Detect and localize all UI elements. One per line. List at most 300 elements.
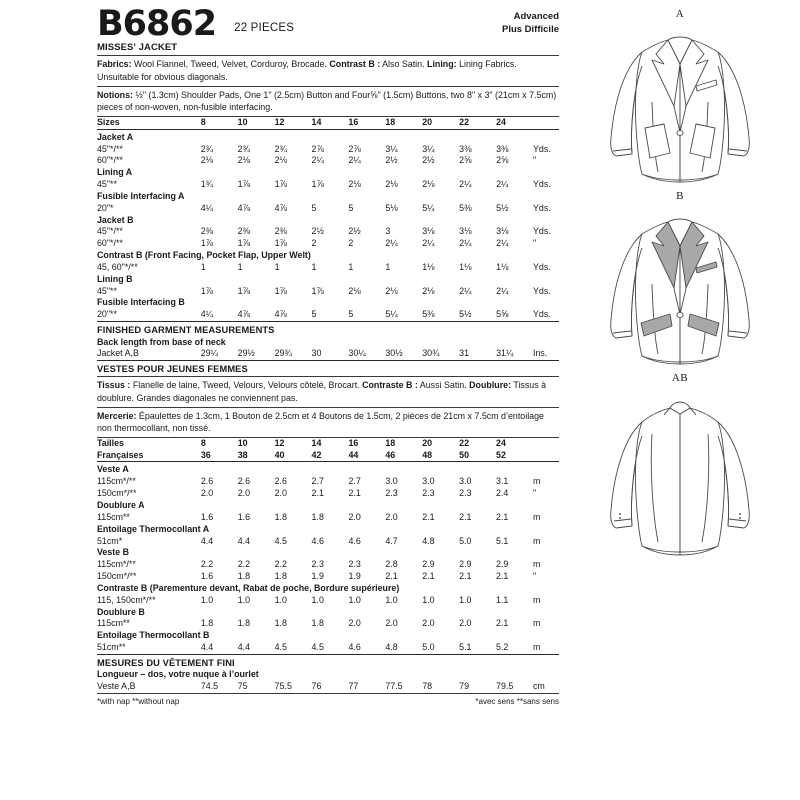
yardage-row-label: 115cm** bbox=[97, 511, 130, 522]
yardage-row-label: 115cm*/** bbox=[97, 476, 136, 487]
view-ab-illustration bbox=[566, 372, 794, 564]
yardage-value: 2¼ bbox=[459, 179, 472, 190]
yardage-value: 1.8 bbox=[311, 511, 324, 522]
view-a-illustration bbox=[566, 8, 794, 190]
yardage-value: 2.3 bbox=[459, 488, 472, 499]
yardage-value: 77.5 bbox=[385, 681, 403, 692]
yardage-row bbox=[97, 571, 559, 583]
yardage-value: 2½ bbox=[385, 155, 398, 166]
doublure-label: Doublure: bbox=[469, 380, 512, 391]
yardage-value: 1⅞ bbox=[237, 238, 251, 249]
yardage-value: 2.3 bbox=[348, 559, 361, 570]
yardage-value: 4.7 bbox=[385, 535, 398, 546]
view-b-illustration bbox=[566, 190, 794, 372]
size-header-unit bbox=[533, 438, 559, 450]
francaises-header-row bbox=[97, 450, 559, 462]
yardage-value: 1⅛ bbox=[422, 261, 435, 272]
yardage-value: 5.1 bbox=[459, 642, 472, 653]
mercerie-text: Épaulettes de 1.3cm, 1 Bouton de 2.5cm et 4 Boutons de 1.5cm, 2 pièces de 21cm x 7.5cm d’entoilage non thermocollant, non tissé. bbox=[97, 410, 544, 434]
yardage-value: 1.8 bbox=[274, 618, 287, 629]
yardage-section-title: Fusible Interfacing A bbox=[97, 190, 185, 201]
yardage-value: 2½ bbox=[311, 226, 324, 237]
garment-title: MISSES' JACKET bbox=[97, 42, 178, 54]
size-header-value: 22 bbox=[459, 437, 470, 448]
yardage-value: 1⅞ bbox=[274, 179, 287, 190]
yardage-row-label: Jacket A,B bbox=[97, 348, 139, 359]
fabrics-paragraph bbox=[97, 56, 559, 85]
yardage-value: 3⅜ bbox=[496, 143, 509, 154]
yardage-value: 2⅜ bbox=[200, 226, 214, 237]
yardage-value: 2.2 bbox=[237, 559, 251, 570]
sizes-header-row bbox=[97, 117, 559, 129]
yardage-row bbox=[97, 262, 559, 274]
size-header-value: 52 bbox=[496, 449, 506, 460]
yardage-value: 3⅜ bbox=[459, 143, 472, 154]
yardage-value: 2¼ bbox=[496, 179, 509, 190]
size-header-value: 14 bbox=[311, 116, 322, 127]
yardage-value: 2.8 bbox=[385, 559, 398, 570]
yardage-value: 4⅞ bbox=[274, 202, 287, 213]
yardage-section-title: Contrast B (Front Facing, Pocket Flap, Upper Welt) bbox=[97, 250, 311, 261]
yardage-value: 3¼ bbox=[422, 143, 435, 154]
size-header-value: 20 bbox=[422, 437, 433, 448]
yardage-value: 1¾ bbox=[200, 179, 214, 190]
yardage-value: 1.8 bbox=[311, 618, 324, 629]
yardage-section-title: Lining B bbox=[97, 273, 133, 284]
finished-measurements-heading-fr-row bbox=[97, 657, 559, 669]
yardage-value: 31 bbox=[459, 348, 470, 359]
yardage-row bbox=[97, 286, 559, 298]
jacket-front-view-a-drawing bbox=[580, 20, 780, 190]
yardage-section-title: Contraste B (Parementure devant, Rabat de poche, Bordure supérieure) bbox=[97, 582, 400, 593]
difficulty-rating bbox=[502, 8, 559, 37]
yardage-row-label: 45"*/** bbox=[97, 143, 123, 154]
yardage-value: 2.1 bbox=[496, 618, 509, 629]
yardage-section-title: Veste B bbox=[97, 547, 130, 558]
yardage-row-label: 45"** bbox=[97, 179, 117, 190]
yardage-value: 1 bbox=[200, 261, 206, 272]
yardage-value: 2⅛ bbox=[274, 155, 287, 166]
yardage-value: 5⅜ bbox=[459, 202, 472, 213]
fabrics-text: Wool Flannel, Tweed, Velvet, Corduroy, Brocade. bbox=[131, 59, 330, 70]
finished-measurements-heading: FINISHED GARMENT MEASUREMENTS bbox=[97, 325, 275, 336]
yardage-value: 2⅝ bbox=[459, 155, 472, 166]
yardage-unit: Yds. bbox=[532, 261, 551, 272]
yardage-value: 4.4 bbox=[200, 642, 214, 653]
yardage-table-french bbox=[97, 438, 559, 693]
yardage-value: 5⅜ bbox=[422, 309, 435, 320]
yardage-value: 2.0 bbox=[385, 511, 398, 522]
yardage-value: 4.6 bbox=[348, 535, 361, 546]
yardage-value: 2½ bbox=[422, 155, 435, 166]
yardage-value: 1.0 bbox=[422, 594, 435, 605]
yardage-section-title-row bbox=[97, 132, 559, 144]
yardage-value: 2.0 bbox=[422, 618, 435, 629]
pattern-number: B6862 bbox=[97, 4, 217, 44]
yardage-value: 2.1 bbox=[496, 571, 509, 582]
yardage-value: 4.8 bbox=[385, 642, 398, 653]
yardage-section-title-row bbox=[97, 464, 559, 476]
yardage-value: 2⅞ bbox=[311, 143, 324, 154]
yardage-unit: cm bbox=[532, 681, 545, 692]
yardage-value: 2½ bbox=[348, 226, 361, 237]
yardage-value: 77 bbox=[348, 681, 359, 692]
size-header-label: Sizes bbox=[97, 116, 120, 127]
yardage-value: 1.0 bbox=[237, 594, 251, 605]
size-header-value: 8 bbox=[200, 437, 206, 448]
yardage-section-title-row bbox=[97, 583, 559, 595]
size-header-value: 14 bbox=[311, 437, 322, 448]
yardage-value: 2⅛ bbox=[348, 179, 361, 190]
fabrics-label: Fabrics: bbox=[97, 59, 132, 70]
yardage-value: 1⅞ bbox=[311, 179, 324, 190]
finished-measurements-heading-row bbox=[97, 324, 559, 336]
yardage-value: 2.7 bbox=[348, 476, 361, 487]
yardage-value: 78 bbox=[422, 681, 433, 692]
yardage-value: 2.1 bbox=[459, 511, 472, 522]
yardage-row bbox=[97, 144, 559, 156]
view-ab-label: AB bbox=[671, 372, 689, 384]
footnote-english: *with nap **without nap bbox=[97, 697, 180, 707]
yardage-value: 1.8 bbox=[200, 618, 214, 629]
yardage-value: 2⅛ bbox=[422, 179, 435, 190]
yardage-value: 2.1 bbox=[422, 511, 435, 522]
yardage-value: 1.0 bbox=[274, 594, 287, 605]
yardage-value: 2.1 bbox=[422, 571, 435, 582]
yardage-row-label: 115cm** bbox=[97, 618, 130, 629]
french-section-heading: VESTES POUR JEUNES FEMMES bbox=[97, 364, 248, 375]
yardage-value: 29½ bbox=[237, 348, 255, 359]
yardage-value: 2¼ bbox=[459, 238, 472, 249]
size-header-label: Tailles bbox=[97, 437, 124, 448]
yardage-value: 4.5 bbox=[274, 642, 287, 653]
yardage-value: 5 bbox=[311, 309, 317, 320]
yardage-value: 2.0 bbox=[348, 618, 361, 629]
yardage-value: 79.5 bbox=[496, 681, 514, 692]
size-header-value: 10 bbox=[237, 116, 248, 127]
yardage-value: 5.1 bbox=[496, 535, 509, 546]
yardage-value: 1.0 bbox=[459, 594, 472, 605]
yardage-value: 3⅛ bbox=[422, 226, 435, 237]
size-header-value: 16 bbox=[348, 437, 359, 448]
tailles-header-row bbox=[97, 438, 559, 450]
yardage-row bbox=[97, 595, 559, 607]
yardage-row-label: 150cm*/** bbox=[97, 571, 137, 582]
yardage-value: 2⅜ bbox=[274, 226, 287, 237]
lining-text: Lining Fabrics. Unsuitable for obvious diagonals. bbox=[97, 59, 517, 82]
yardage-value: 5¼ bbox=[385, 309, 398, 320]
yardage-value: 1.0 bbox=[385, 594, 398, 605]
yardage-value: 2.1 bbox=[348, 488, 361, 499]
yardage-value: 2⅝ bbox=[496, 155, 509, 166]
size-header-value: 18 bbox=[385, 116, 396, 127]
illustration-column bbox=[566, 8, 794, 564]
contraste-label: Contraste B : bbox=[362, 380, 418, 391]
yardage-value: 30¼ bbox=[348, 348, 366, 359]
yardage-value: 4.4 bbox=[237, 535, 251, 546]
yardage-value: 2¼ bbox=[496, 285, 509, 296]
yardage-section-title: Veste A bbox=[97, 464, 129, 475]
yardage-row bbox=[97, 179, 559, 191]
jacket-front-view-b-drawing bbox=[580, 202, 780, 372]
yardage-value: 2⅛ bbox=[348, 285, 361, 296]
yardage-section-title-row bbox=[97, 274, 559, 286]
size-header-value: 22 bbox=[459, 116, 470, 127]
yardage-value: 4.4 bbox=[200, 535, 214, 546]
yardage-value: 29¼ bbox=[200, 348, 219, 359]
yardage-value: 5½ bbox=[459, 309, 472, 320]
yardage-value: 5.0 bbox=[459, 535, 472, 546]
yardage-unit: m bbox=[532, 618, 541, 629]
jacket-back-view-ab-drawing bbox=[580, 384, 780, 564]
yardage-value: 1.8 bbox=[237, 571, 251, 582]
yardage-section-title-row bbox=[97, 524, 559, 536]
yardage-row-label: 115, 150cm*/** bbox=[97, 594, 156, 605]
finished-measurements-sub-fr: Longueur – dos, votre nuque à l’ourlet bbox=[97, 669, 259, 680]
yardage-unit: " bbox=[532, 155, 537, 166]
yardage-value: 4.6 bbox=[311, 535, 324, 546]
yardage-value: 1.0 bbox=[311, 594, 324, 605]
yardage-value: 5.2 bbox=[496, 642, 509, 653]
yardage-value: 1 bbox=[274, 261, 280, 272]
yardage-value: 2⅛ bbox=[385, 179, 398, 190]
size-header-unit bbox=[533, 450, 559, 462]
size-header-value: 18 bbox=[385, 437, 396, 448]
size-header-value: 42 bbox=[311, 449, 322, 460]
yardage-value: 2¼ bbox=[459, 285, 472, 296]
size-header-value: 12 bbox=[274, 437, 285, 448]
yardage-value: 2¼ bbox=[311, 155, 324, 166]
yardage-section-title: Entoilage Thermocollant A bbox=[97, 523, 210, 534]
yardage-section-title-row bbox=[97, 607, 559, 619]
notions-paragraph bbox=[97, 87, 559, 116]
yardage-value: 1.9 bbox=[311, 571, 324, 582]
yardage-value: 3.1 bbox=[496, 476, 509, 487]
contrast-text: Also Satin. bbox=[380, 59, 428, 70]
yardage-value: 1.8 bbox=[237, 618, 251, 629]
yardage-row bbox=[97, 348, 559, 360]
yardage-value: 1⅞ bbox=[200, 238, 214, 249]
yardage-value: 2.1 bbox=[459, 571, 472, 582]
yardage-value: 2⅛ bbox=[385, 285, 398, 296]
yardage-row bbox=[97, 309, 559, 321]
yardage-value: 1.6 bbox=[200, 511, 214, 522]
footnote-french: *avec sens **sans sens bbox=[475, 697, 559, 707]
yardage-value: 2.9 bbox=[422, 559, 435, 570]
yardage-value: 1.8 bbox=[274, 511, 287, 522]
yardage-value: 2 bbox=[348, 238, 354, 249]
yardage-value: 1.6 bbox=[200, 571, 214, 582]
yardage-section-title: Jacket A bbox=[97, 131, 134, 142]
yardage-value: 2 bbox=[311, 238, 317, 249]
yardage-value: 1⅛ bbox=[459, 261, 472, 272]
view-b-label: B bbox=[676, 190, 684, 202]
yardage-unit: m bbox=[532, 476, 541, 487]
yardage-value: 1.1 bbox=[496, 594, 509, 605]
yardage-row bbox=[97, 536, 559, 548]
yardage-value: 4.5 bbox=[274, 535, 287, 546]
yardage-value: 5 bbox=[348, 202, 354, 213]
yardage-value: 2¾ bbox=[200, 143, 214, 154]
size-header-value: 10 bbox=[237, 437, 248, 448]
yardage-value: 4⅞ bbox=[237, 202, 251, 213]
yardage-table-english bbox=[97, 117, 559, 363]
yardage-unit: " bbox=[532, 238, 537, 249]
yardage-value: 2¾ bbox=[237, 143, 251, 154]
yardage-value: 2¼ bbox=[385, 238, 398, 249]
yardage-value: 2⅛ bbox=[422, 285, 435, 296]
yardage-value: 3 bbox=[385, 226, 391, 237]
yardage-value: 3.0 bbox=[459, 476, 472, 487]
yardage-unit: m bbox=[532, 642, 541, 653]
yardage-unit: Yds. bbox=[532, 309, 551, 320]
yardage-value: 1⅞ bbox=[274, 285, 287, 296]
yardage-row bbox=[97, 476, 559, 488]
yardage-value: 4⅞ bbox=[274, 309, 287, 320]
yardage-value: 3¼ bbox=[385, 143, 398, 154]
mercerie-label: Mercerie: bbox=[97, 410, 137, 421]
yardage-section-title-row bbox=[97, 215, 559, 227]
yardage-row bbox=[97, 642, 559, 654]
yardage-value: 4.4 bbox=[237, 642, 251, 653]
yardage-value: 1⅛ bbox=[496, 261, 509, 272]
sleeve-button-right bbox=[739, 513, 741, 515]
yardage-value: 2¼ bbox=[348, 155, 361, 166]
yardage-value: 4.5 bbox=[311, 642, 324, 653]
yardage-section-title-row bbox=[97, 500, 559, 512]
yardage-value: 2.0 bbox=[348, 511, 361, 522]
yardage-row bbox=[97, 681, 559, 693]
footnotes bbox=[97, 694, 559, 706]
sleeve-button-left bbox=[619, 513, 621, 515]
yardage-value: 2.1 bbox=[385, 571, 398, 582]
yardage-value: 75 bbox=[237, 681, 248, 692]
yardage-value: 4⅞ bbox=[237, 309, 251, 320]
yardage-value: 2⅛ bbox=[237, 155, 251, 166]
size-header-value: 44 bbox=[348, 449, 359, 460]
yardage-value: 2.6 bbox=[200, 476, 214, 487]
yardage-value: 1.9 bbox=[348, 571, 361, 582]
yardage-value: 1.0 bbox=[348, 594, 361, 605]
yardage-row-label: 45, 60"*/** bbox=[97, 261, 138, 272]
yardage-value: 2¼ bbox=[422, 238, 435, 249]
yardage-value: 1⅞ bbox=[200, 285, 214, 296]
yardage-section-title: Doublure B bbox=[97, 606, 145, 617]
size-header-value: 40 bbox=[274, 449, 285, 460]
yardage-value: 4.8 bbox=[422, 535, 435, 546]
yardage-value: 5⅝ bbox=[496, 309, 509, 320]
yardage-value: 2.6 bbox=[274, 476, 287, 487]
lining-label: Lining: bbox=[427, 59, 457, 70]
yardage-unit: Ins. bbox=[532, 348, 548, 359]
yardage-value: 31¼ bbox=[496, 348, 514, 359]
yardage-section-title-row bbox=[97, 250, 559, 262]
yardage-row-label: 60"*/** bbox=[97, 238, 123, 249]
yardage-value: 2.0 bbox=[459, 618, 472, 629]
yardage-value: 1 bbox=[385, 261, 391, 272]
yardage-section-title-row bbox=[97, 547, 559, 559]
finished-measurements-sub-fr-row bbox=[97, 669, 559, 681]
tissus-label: Tissus : bbox=[97, 380, 131, 391]
yardage-section-title: Jacket B bbox=[97, 214, 134, 225]
yardage-value: 2⅛ bbox=[200, 155, 214, 166]
yardage-value: 5¼ bbox=[422, 202, 435, 213]
yardage-value: 30¾ bbox=[422, 348, 440, 359]
yardage-value: 2.6 bbox=[237, 476, 251, 487]
yardage-section-title: Entoilage Thermocollant B bbox=[97, 630, 210, 641]
size-header-value: 36 bbox=[200, 449, 211, 460]
size-header-value: 20 bbox=[422, 116, 433, 127]
yardage-row bbox=[97, 226, 559, 238]
yardage-value: 5⅛ bbox=[385, 202, 398, 213]
size-header-unit bbox=[533, 117, 559, 129]
yardage-row-label: 20"** bbox=[97, 309, 117, 320]
yardage-value: 2.1 bbox=[496, 511, 509, 522]
notions-label: Notions: bbox=[97, 89, 133, 100]
yardage-value: 2.3 bbox=[422, 488, 435, 499]
yardage-value: 2.1 bbox=[311, 488, 324, 499]
yardage-value: 5.0 bbox=[422, 642, 435, 653]
yardage-unit: m bbox=[532, 594, 541, 605]
information-column bbox=[97, 4, 559, 707]
yardage-value: 5 bbox=[311, 202, 317, 213]
yardage-unit: Yds. bbox=[532, 143, 551, 154]
yardage-value: 3.0 bbox=[422, 476, 435, 487]
size-header-value: 16 bbox=[348, 116, 359, 127]
size-header-label: Françaises bbox=[97, 449, 144, 460]
yardage-section-title: Doublure A bbox=[97, 500, 145, 510]
yardage-row bbox=[97, 238, 559, 250]
yardage-value: 2⅞ bbox=[348, 143, 361, 154]
view-a-label: A bbox=[675, 8, 685, 20]
tissus-paragraph bbox=[97, 377, 559, 406]
yardage-unit: m bbox=[532, 511, 541, 522]
yardage-value: 2.4 bbox=[496, 488, 509, 499]
size-header-value: 50 bbox=[459, 449, 470, 460]
yardage-value: 4¼ bbox=[200, 202, 214, 213]
yardage-value: 1⅞ bbox=[237, 179, 251, 190]
yardage-value: 2.2 bbox=[200, 559, 214, 570]
yardage-section-title-row bbox=[97, 167, 559, 179]
yardage-row bbox=[97, 488, 559, 500]
yardage-row bbox=[97, 512, 559, 524]
yardage-value: 2.0 bbox=[274, 488, 287, 499]
yardage-row-label: 150cm*/** bbox=[97, 488, 137, 499]
notions-text: ½" (1.3cm) Shoulder Pads, One 1" (2.5cm) Button and Four⅝" (1.5cm) Buttons, two 8" x 3" (21cm x 7.5cm) pieces of non-woven, non-fusible interfacing. bbox=[97, 89, 557, 113]
yardage-value: 4.6 bbox=[348, 642, 361, 653]
mercerie-paragraph bbox=[97, 408, 559, 437]
yardage-value: 2.9 bbox=[496, 559, 509, 570]
piece-count: 22 PIECES bbox=[234, 22, 295, 34]
yardage-value: 30½ bbox=[385, 348, 403, 359]
yardage-value: 2⅜ bbox=[237, 226, 251, 237]
yardage-value: 2.0 bbox=[385, 618, 398, 629]
yardage-row bbox=[97, 559, 559, 571]
yardage-unit: Yds. bbox=[532, 179, 551, 190]
yardage-value: 1 bbox=[237, 261, 243, 272]
yardage-value: 2.3 bbox=[385, 488, 398, 499]
finished-measurements-sub: Back length from base of neck bbox=[97, 336, 226, 347]
difficulty-french: Plus Difficile bbox=[501, 23, 559, 35]
yardage-value: 1.6 bbox=[237, 511, 251, 522]
contrast-label: Contrast B : bbox=[329, 59, 381, 70]
yardage-value: 5½ bbox=[496, 202, 509, 213]
yardage-value: 4¼ bbox=[200, 309, 214, 320]
yardage-row-label: 45"*/** bbox=[97, 226, 123, 237]
yardage-value: 74.5 bbox=[200, 681, 219, 692]
size-header-value: 24 bbox=[496, 116, 506, 127]
yardage-value: 1⅞ bbox=[237, 285, 251, 296]
